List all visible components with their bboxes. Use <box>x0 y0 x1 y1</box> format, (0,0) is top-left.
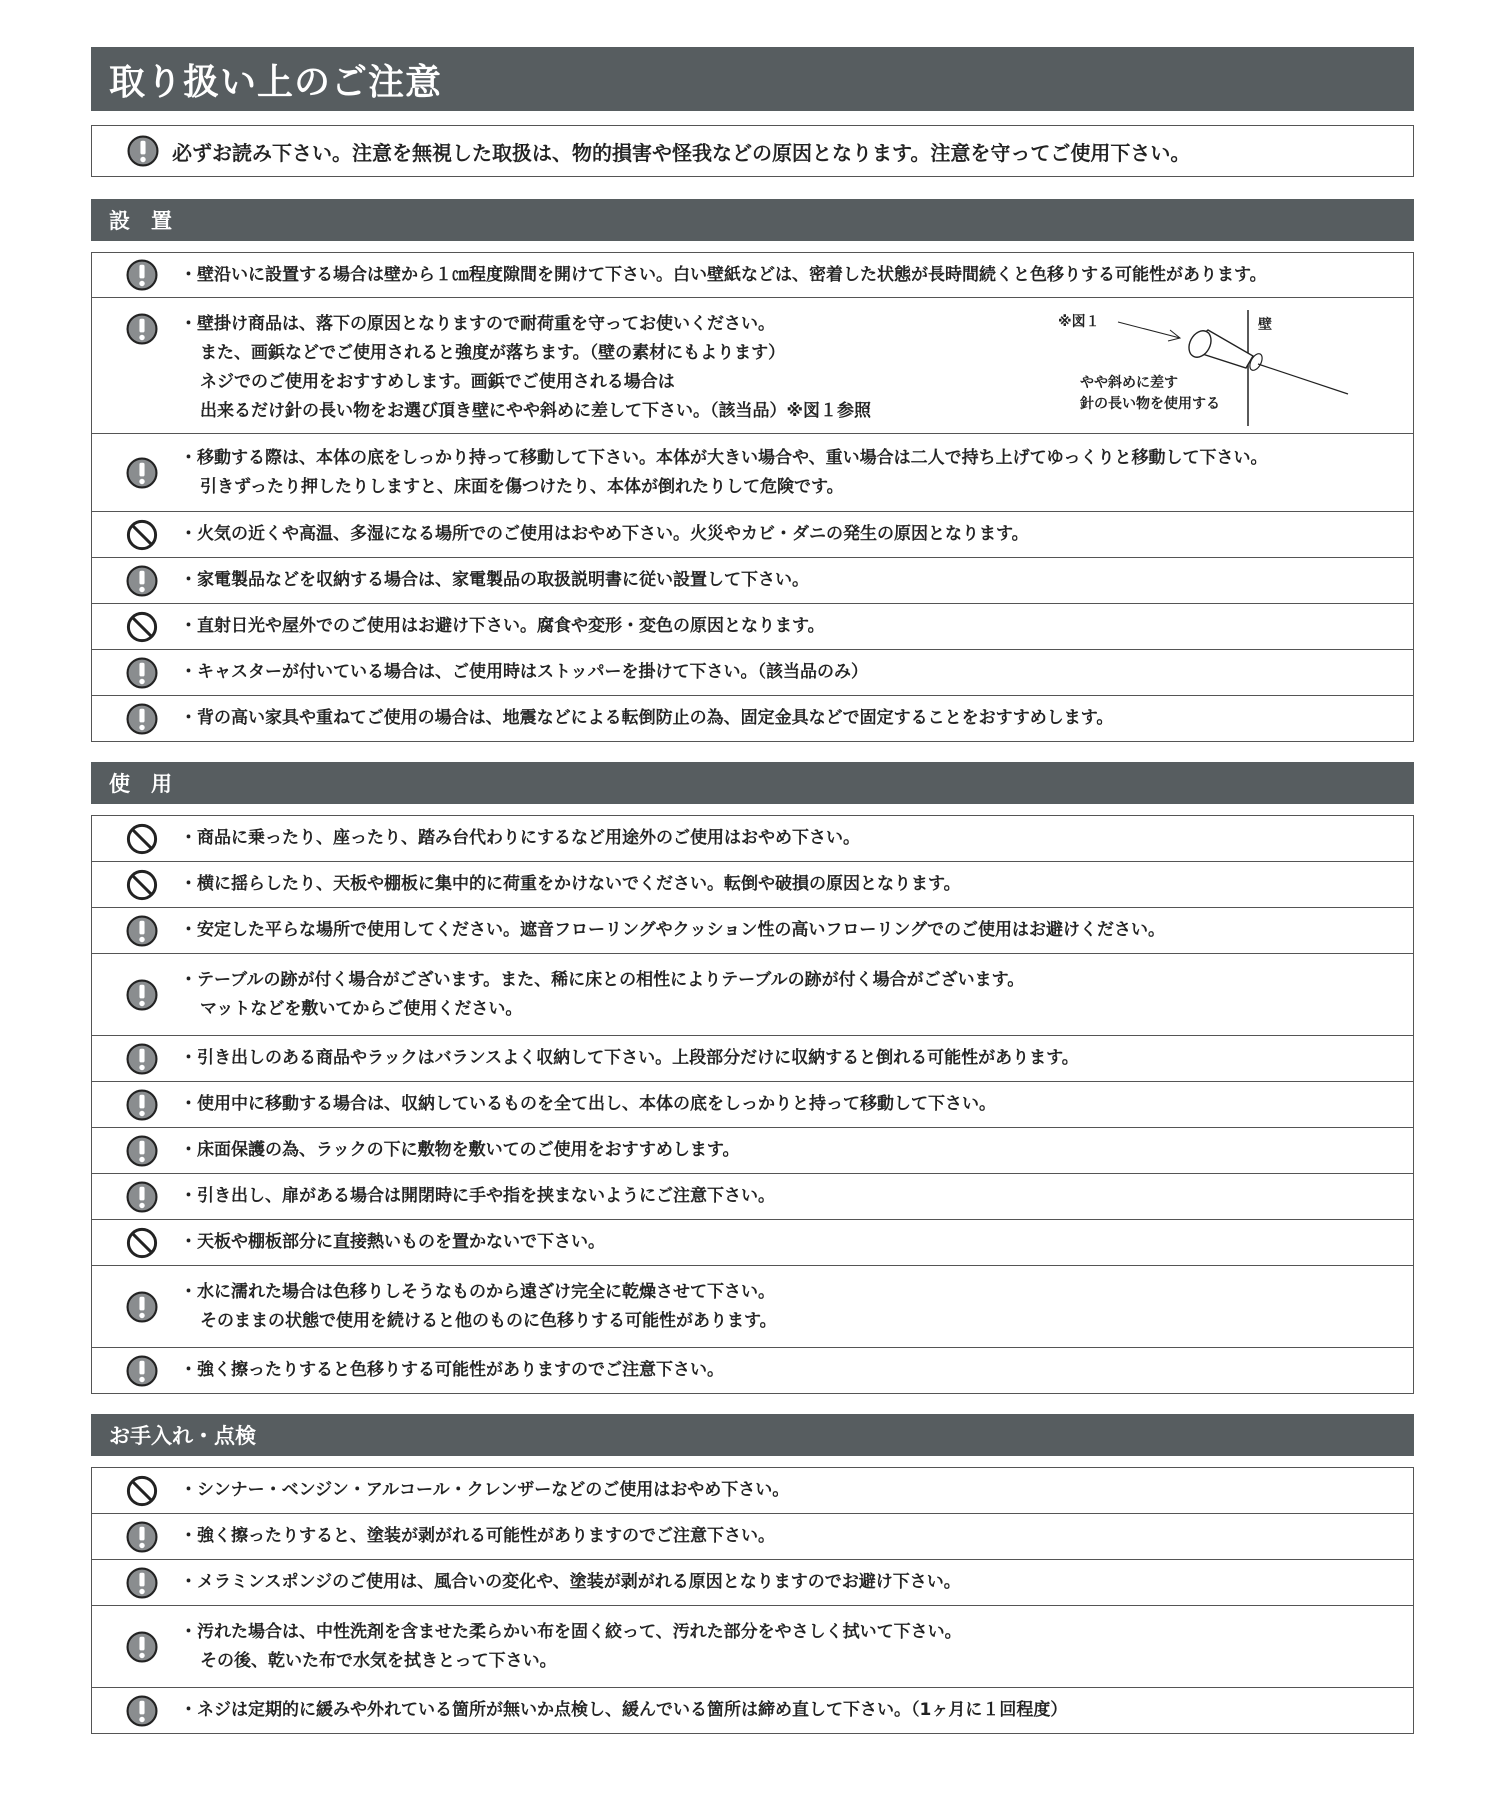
caution-text <box>92 824 860 853</box>
page-title: 取り扱い上のご注意 <box>91 47 1414 111</box>
caution-line: ・商品に乗ったり、座ったり、踏み台代わりにするなど用途外のご使用はおやめ下さい。 <box>180 828 860 848</box>
caution-row <box>92 1606 1413 1688</box>
caution-line: ・横に揺らしたり、天板や棚板に集中的に荷重をかけないでください。転倒や破損の原因となります。 <box>180 874 961 894</box>
figure-caption: やや斜めに差す <box>1080 375 1178 391</box>
exclamation-icon <box>126 134 160 168</box>
caution-list <box>91 815 1414 1394</box>
caution-text <box>92 566 809 595</box>
exclamation-icon <box>125 914 159 948</box>
caution-text <box>92 916 1165 945</box>
caution-text <box>92 1278 777 1336</box>
caution-row <box>92 434 1413 512</box>
caution-text <box>92 704 1113 733</box>
exclamation-icon <box>125 1520 159 1554</box>
caution-line: ・移動する際は、本体の底をしっかり持って移動して下さい。本体が大きい場合や、重い場合は二人で持ち上げてゆっくりと移動して下さい。 <box>180 447 1268 468</box>
caution-text <box>92 1522 775 1551</box>
caution-line: ・メラミンスポンジのご使用は、風合いの変化や、塗装が剥がれる原因となりますのでお避け下さい。 <box>180 1572 961 1592</box>
caution-line: ・強く擦ったりすると色移りする可能性がありますのでご注意下さい。 <box>180 1360 724 1380</box>
caution-row <box>92 1560 1413 1606</box>
caution-row <box>92 253 1413 298</box>
caution-text <box>92 1136 739 1165</box>
caution-text <box>92 966 1024 1024</box>
prohibition-icon <box>125 1226 159 1260</box>
caution-row <box>92 1688 1413 1734</box>
exclamation-icon <box>125 1134 159 1168</box>
caution-line: ・使用中に移動する場合は、収納しているものを全て出し、本体の底をしっかりと持って移動して下さい。 <box>180 1094 996 1114</box>
caution-text <box>92 261 1267 290</box>
caution-text <box>92 1228 605 1257</box>
caution-line: その後、乾いた布で水気を拭きとって下さい。 <box>200 1650 557 1671</box>
caution-row <box>92 1514 1413 1560</box>
caution-text <box>92 1618 962 1676</box>
caution-line: ・背の高い家具や重ねてご使用の場合は、地震などによる転倒防止の為、固定金具などで固定することをおすすめします。 <box>180 708 1114 728</box>
exclamation-icon <box>125 702 159 736</box>
caution-row <box>92 1468 1413 1514</box>
caution-line: ・キャスターが付いている場合は、ご使用時はストッパーを掛けて下さい。（該当品のみ） <box>180 662 868 682</box>
caution-text <box>92 612 825 641</box>
figure-caption: 針の長い物を使用する <box>1080 396 1220 412</box>
exclamation-icon <box>125 312 159 346</box>
caution-line: ・汚れた場合は、中性洗剤を含ませた柔らかい布を固く絞って、汚れた部分をやさしく拭いて下さい。 <box>180 1621 962 1642</box>
prohibition-icon <box>125 822 159 856</box>
caution-text <box>92 1182 775 1211</box>
exclamation-icon <box>125 656 159 690</box>
caution-row <box>92 862 1413 908</box>
caution-line: そのままの状態で使用を続けると他のものに色移りする可能性があります。 <box>200 1310 777 1331</box>
exclamation-icon <box>125 1042 159 1076</box>
caution-line: ・水に濡れた場合は色移りしそうなものから遠ざけ完全に乾燥させて下さい。 <box>180 1281 775 1302</box>
caution-line: ネジでのご使用をおすすめします。画鋲でご使用される場合は <box>200 372 675 392</box>
exclamation-icon <box>125 1180 159 1214</box>
caution-row <box>92 558 1413 604</box>
figure-ref-label: ※図１ <box>1058 314 1100 330</box>
caution-list <box>91 252 1414 742</box>
caution-text <box>92 520 1029 549</box>
exclamation-icon <box>125 1630 159 1664</box>
exclamation-icon <box>125 1290 159 1324</box>
caution-row <box>92 954 1413 1036</box>
caution-line: ・直射日光や屋外でのご使用はお避け下さい。腐食や変形・変色の原因となります。 <box>180 616 825 636</box>
caution-row <box>92 816 1413 862</box>
caution-line: ・テーブルの跡が付く場合がございます。また、稀に床との相性によりテーブルの跡が付く場合がございます。 <box>180 969 1025 990</box>
exclamation-icon <box>125 1694 159 1728</box>
caution-text <box>92 298 871 426</box>
caution-line: ・安定した平らな場所で使用してください。遮音フローリングやクッション性の高いフローリングでのご使用はお避けください。 <box>180 920 1165 940</box>
caution-text <box>92 1696 1067 1725</box>
caution-row <box>92 908 1413 954</box>
section-heading: 設 置 <box>91 199 1414 241</box>
exclamation-icon <box>125 978 159 1012</box>
caution-row <box>92 1082 1413 1128</box>
caution-line: ・床面保護の為、ラックの下に敷物を敷いてのご使用をおすすめします。 <box>180 1140 740 1160</box>
caution-row <box>92 1348 1413 1394</box>
figure-wall-label: 壁 <box>1258 317 1272 333</box>
page <box>91 47 1414 1734</box>
notice-box <box>91 125 1414 177</box>
exclamation-icon <box>125 258 159 292</box>
notice-text: 必ずお読み下さい。注意を無視した取扱は、物的損害や怪我などの原因となります。注意を守ってご使用下さい。 <box>172 140 1191 165</box>
caution-line: ・火気の近くや高温、多湿になる場所でのご使用はおやめ下さい。火災やカビ・ダニの発生の原因となります。 <box>180 524 1029 544</box>
caution-line: ・壁掛け商品は、落下の原因となりますので耐荷重を守ってお使いください。 <box>180 314 775 334</box>
caution-line: ・天板や棚板部分に直接熱いものを置かないで下さい。 <box>180 1232 605 1252</box>
exclamation-icon <box>125 1088 159 1122</box>
caution-line: ・強く擦ったりすると、塗装が剥がれる可能性がありますのでご注意下さい。 <box>180 1526 775 1546</box>
caution-text <box>92 1044 1079 1073</box>
exclamation-icon <box>125 1566 159 1600</box>
caution-line: マットなどを敷いてからご使用ください。 <box>200 998 523 1019</box>
caution-line: ・引き出し、扉がある場合は開閉時に手や指を挟まないようにご注意下さい。 <box>180 1186 775 1206</box>
caution-row <box>92 1266 1413 1348</box>
caution-text <box>92 444 1268 502</box>
caution-line: ・壁沿いに設置する場合は壁から１㎝程度隙間を開けて下さい。白い壁紙などは、密着した状態が長時間続くと色移りする可能性があります。 <box>180 264 1267 285</box>
caution-line: 出来るだけ針の長い物をお選び頂き壁にやや斜めに差して下さい。（該当品）※図１参照 <box>200 401 872 421</box>
caution-text <box>92 658 868 687</box>
caution-row <box>92 1128 1413 1174</box>
exclamation-icon <box>125 564 159 598</box>
caution-line: 引きずったり押したりしますと、床面を傷つけたり、本体が倒れたりして危険です。 <box>200 476 844 497</box>
caution-line: ・家電製品などを収納する場合は、家電製品の取扱説明書に従い設置して下さい。 <box>180 570 809 590</box>
caution-row <box>92 696 1413 742</box>
caution-row <box>92 1174 1413 1220</box>
caution-row <box>92 650 1413 696</box>
caution-line: また、画鋲などでご使用されると強度が落ちます。（壁の素材にもよります） <box>200 343 786 363</box>
caution-text <box>92 1356 724 1385</box>
caution-line: ・引き出しのある商品やラックはバランスよく収納して下さい。上段部分だけに収納すると倒れる可能性があります。 <box>180 1048 1079 1068</box>
caution-text <box>92 870 961 899</box>
prohibition-icon <box>125 610 159 644</box>
caution-row <box>92 512 1413 558</box>
prohibition-icon <box>125 518 159 552</box>
section-heading: お手入れ・点検 <box>91 1414 1414 1456</box>
caution-list <box>91 1467 1414 1734</box>
caution-line: ・ネジは定期的に緩みや外れている箇所が無いか点検し、緩んでいる箇所は締め直して下さい。（1ヶ月に１回程度） <box>180 1700 1068 1720</box>
exclamation-icon <box>125 456 159 490</box>
caution-row <box>92 604 1413 650</box>
exclamation-icon <box>125 1354 159 1388</box>
caution-text <box>92 1568 961 1597</box>
pushpin-figure <box>1058 308 1358 428</box>
prohibition-icon <box>125 868 159 902</box>
prohibition-icon <box>125 1474 159 1508</box>
caution-text <box>92 1476 789 1505</box>
caution-row <box>92 1036 1413 1082</box>
section-heading: 使 用 <box>91 762 1414 804</box>
caution-row <box>92 1220 1413 1266</box>
caution-text <box>92 1090 996 1119</box>
caution-row <box>92 298 1413 434</box>
caution-line: ・シンナー・ベンジン・アルコール・クレンザーなどのご使用はおやめ下さい。 <box>180 1480 790 1500</box>
